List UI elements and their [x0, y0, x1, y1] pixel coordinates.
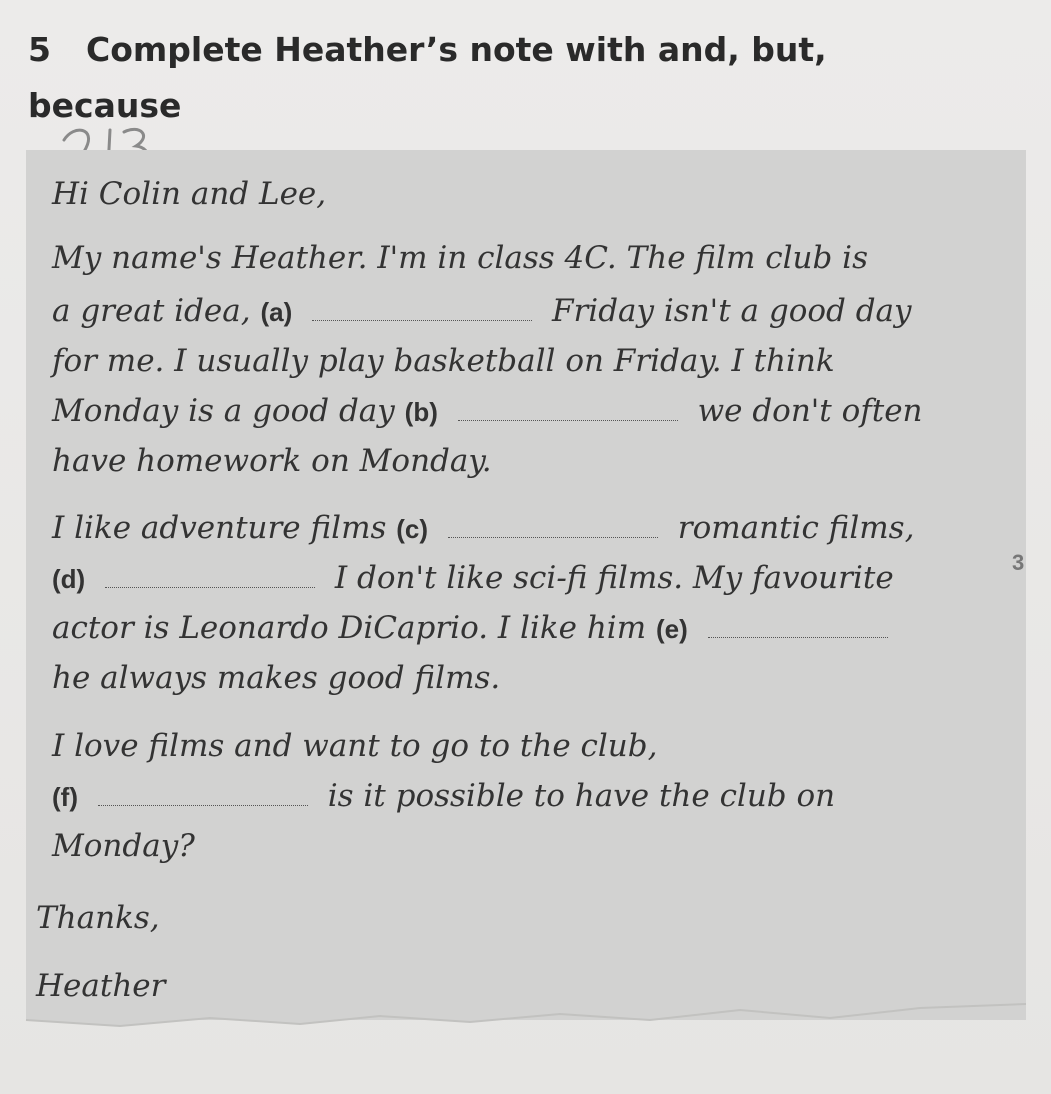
blank-label-a: (a)	[260, 297, 293, 327]
note-line	[52, 560, 894, 596]
blank-label-c: (c)	[396, 514, 429, 544]
note-line: he always makes good films.	[52, 660, 501, 696]
note-text: Friday isn't a good day	[551, 293, 912, 329]
note-text: is it possible to have the club on	[327, 778, 836, 814]
note-line	[52, 610, 898, 646]
note-line	[52, 393, 923, 429]
note-line	[52, 510, 914, 546]
note-text: I like adventure films	[52, 510, 387, 546]
note-text: a great idea,	[52, 293, 251, 329]
answer-blank-c[interactable]	[448, 515, 658, 538]
note-line: Monday?	[52, 828, 195, 864]
answer-blank-d[interactable]	[105, 565, 315, 588]
note-line: have homework on Monday.	[52, 443, 492, 479]
blank-label-d: (d)	[52, 564, 86, 594]
note-text: romantic films,	[677, 510, 915, 546]
note-text: I don't like sci-fi films. My favourite	[334, 560, 894, 596]
note-signoff: Thanks,	[36, 900, 160, 936]
note-text: we don't often	[697, 393, 923, 429]
answer-blank-a[interactable]	[312, 298, 532, 321]
answer-blank-f[interactable]	[98, 783, 308, 806]
note-line: My name's Heather. I'm in class 4C. The film club is	[52, 240, 869, 276]
margin-score: 3	[1012, 550, 1025, 575]
note-greeting: Hi Colin and Lee,	[52, 176, 327, 212]
answer-blank-e[interactable]	[708, 615, 888, 638]
note-text: actor is Leonardo DiCaprio. I like him	[52, 610, 647, 646]
note-line: I love films and want to go to the club,	[52, 728, 658, 764]
blank-label-b: (b)	[404, 397, 438, 427]
note-line	[52, 293, 912, 329]
blank-label-f: (f)	[52, 782, 78, 812]
note-line	[52, 778, 835, 814]
instruction-line-1: Complete Heather’s note with and, but, because	[28, 30, 827, 125]
note-text: Monday is a good day	[52, 393, 395, 429]
blank-label-e: (e)	[655, 614, 688, 644]
note-signature: Heather	[36, 968, 166, 1004]
torn-paper-edge	[0, 1000, 1051, 1094]
exercise-number: 5	[28, 30, 51, 69]
note-line: for me. I usually play basketball on Friday. I think	[52, 343, 835, 379]
answer-blank-b[interactable]	[458, 398, 678, 421]
